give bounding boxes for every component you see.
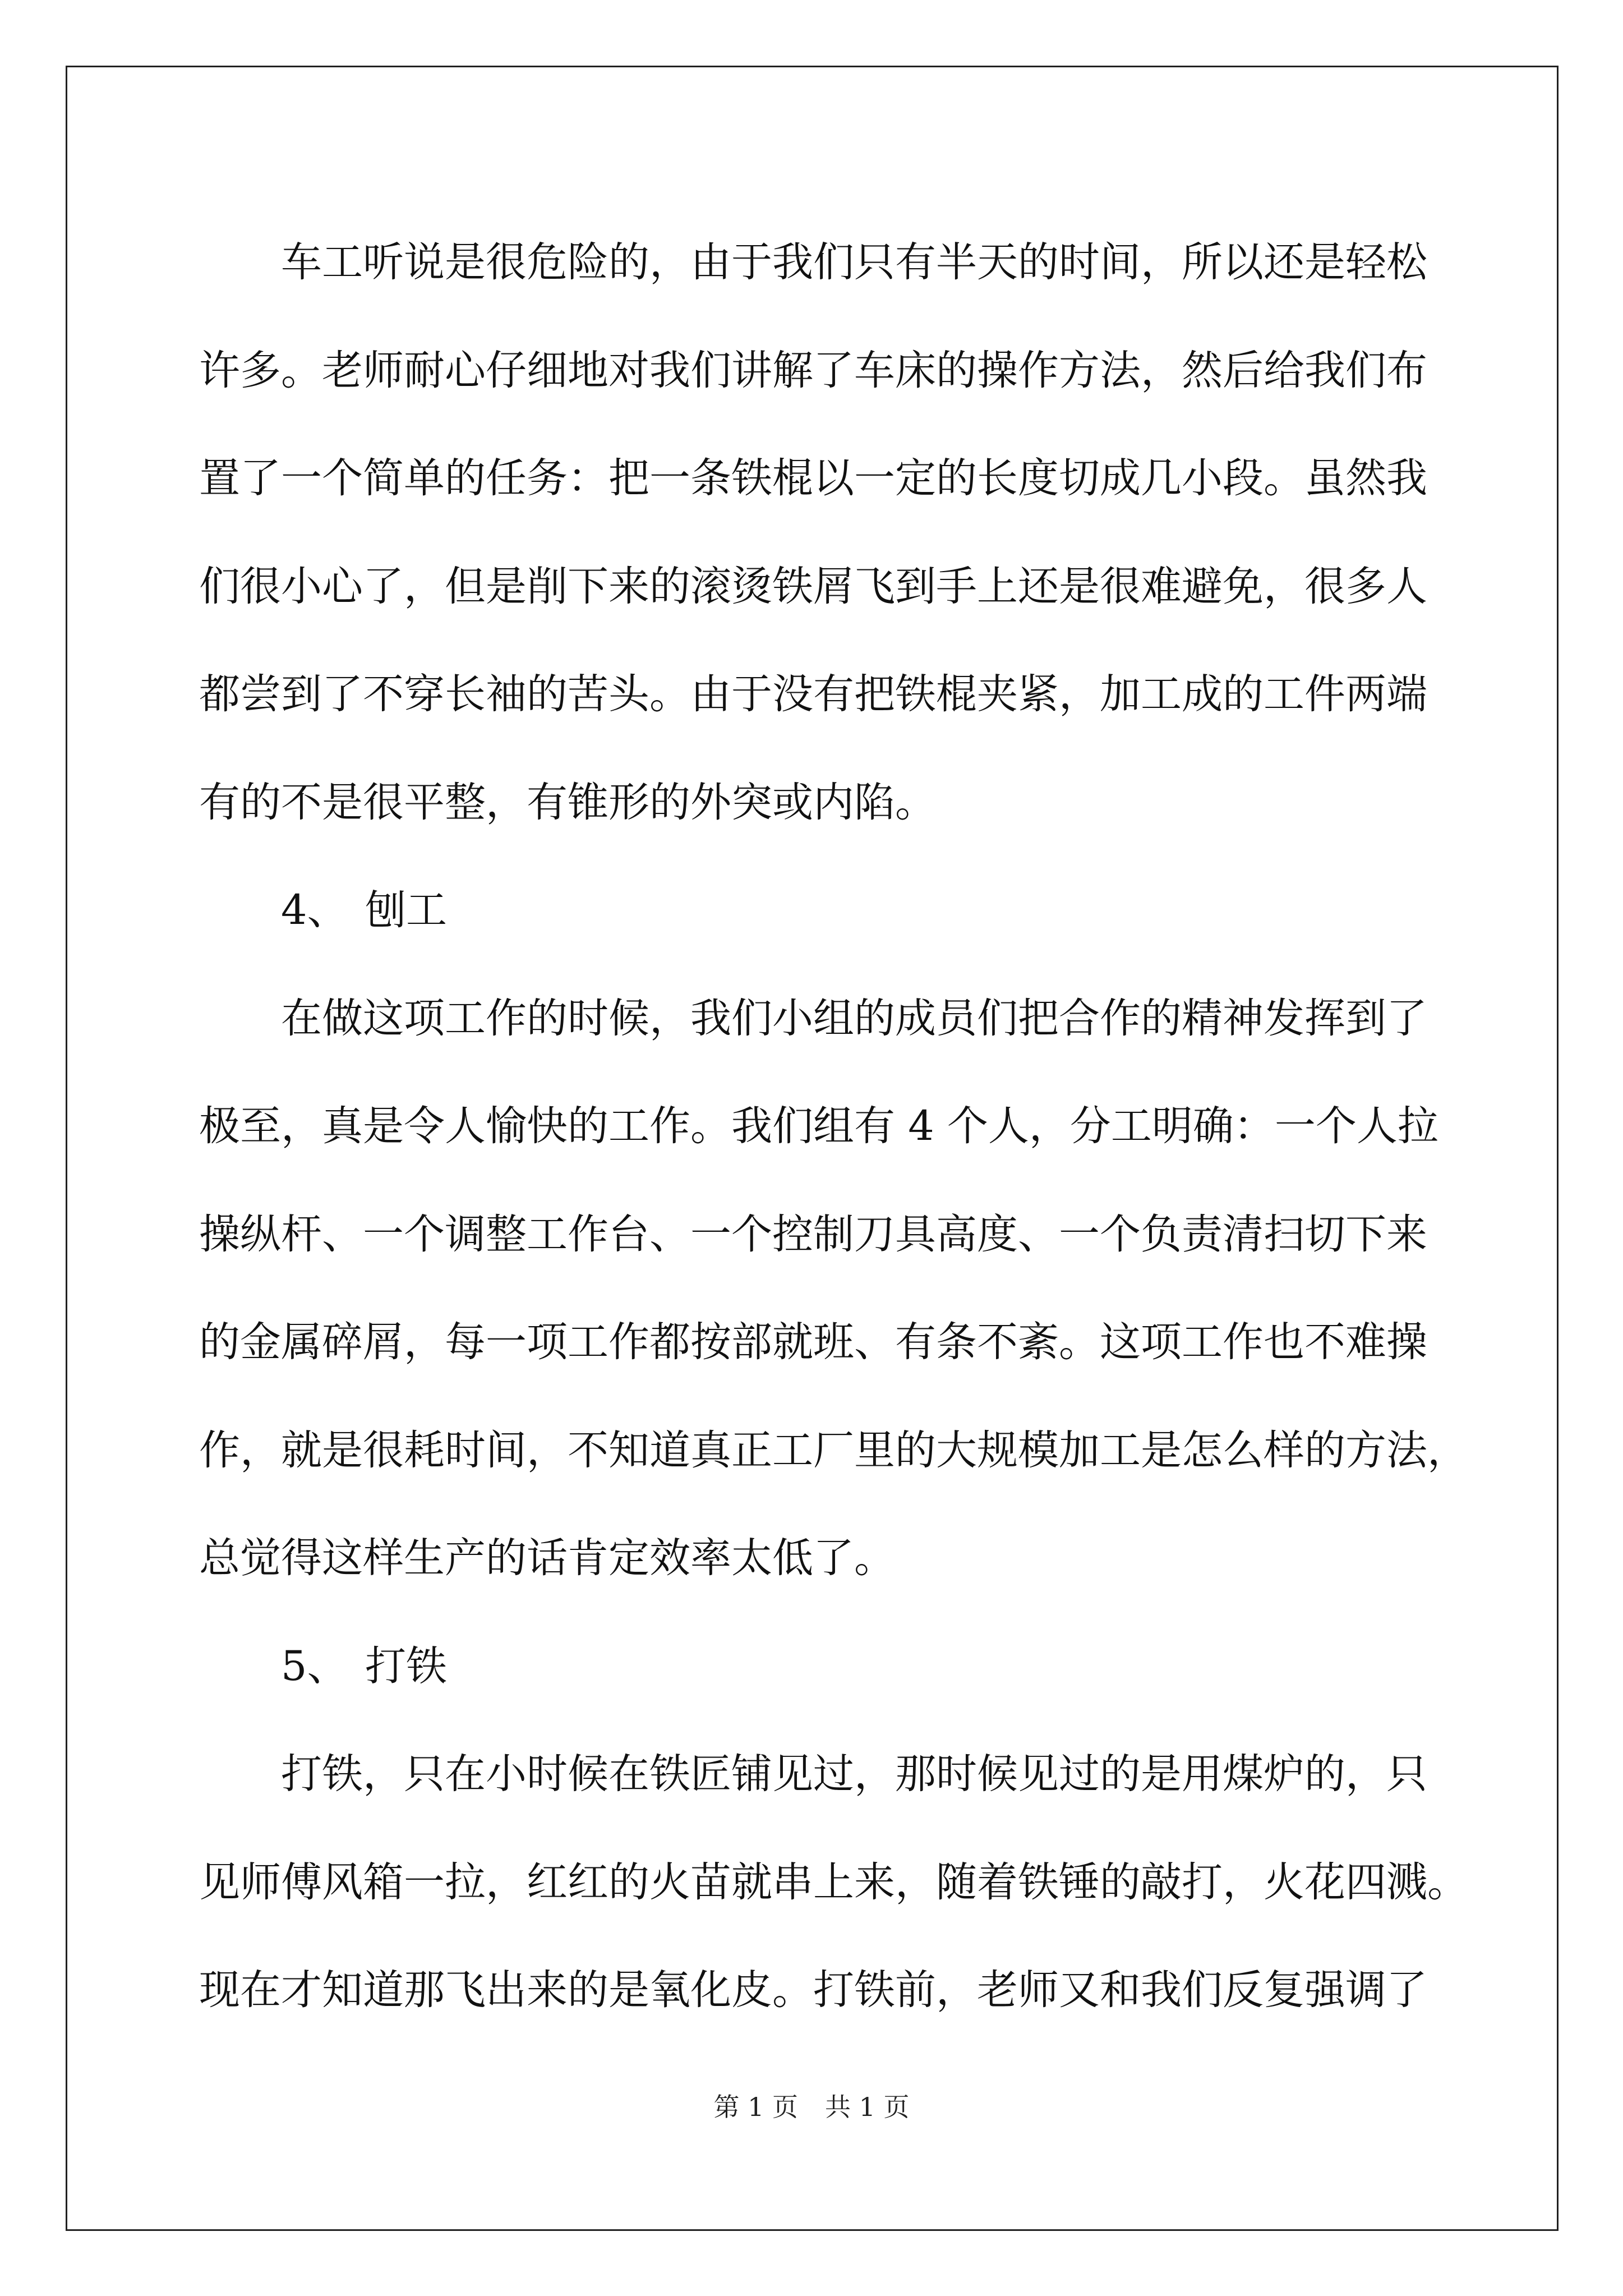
text-line: 车工听说是很危险的，由于我们只有半天的时间，所以还是轻松 — [281, 238, 1427, 286]
text-line: 们很小心了，但是削下来的滚烫铁屑飞到手上还是很难避免，很多人 — [199, 562, 1427, 610]
section-number: 4、 — [281, 886, 348, 934]
text-line: 置了一个简单的任务：把一条铁棍以一定的长度切成几小段。虽然我 — [199, 454, 1427, 502]
text-line: 在做这项工作的时候，我们小组的成员们把合作的精神发挥到了 — [281, 994, 1427, 1042]
section-heading-4 — [199, 857, 1427, 965]
page-number: 第 1 页 — [713, 2092, 798, 2122]
text-line: 极至，真是令人愉快的工作。我们组有 4 个人，分工明确：一个人拉 — [199, 1102, 1438, 1150]
text-line: 见师傅风箱一拉，红红的火苗就串上来，随着铁锤的敲打，火花四溅。 — [199, 1858, 1468, 1906]
text-line: 许多。老师耐心仔细地对我们讲解了车床的操作方法，然后给我们布 — [199, 346, 1427, 394]
document-body — [199, 209, 1468, 2045]
section-title: 刨工 — [365, 886, 447, 934]
text-line: 总觉得这样生产的话肯定效率太低了。 — [199, 1534, 895, 1582]
page-total: 共 1 页 — [825, 2092, 910, 2122]
text-line: 有的不是很平整，有锥形的外突或内陷。 — [199, 778, 936, 826]
section-heading-5 — [199, 1613, 1427, 1721]
section-number: 5、 — [281, 1642, 348, 1690]
text-line: 作，就是很耗时间，不知道真正工厂里的大规模加工是怎么样的方法， — [199, 1426, 1468, 1474]
text-line: 打铁，只在小时候在铁匠铺见过，那时候见过的是用煤炉的，只 — [281, 1750, 1427, 1798]
text-line: 现在才知道那飞出来的是氧化皮。打铁前，老师又和我们反复强调了 — [199, 1966, 1427, 2014]
section-title: 打铁 — [365, 1642, 447, 1690]
page-footer — [0, 2087, 1623, 2124]
text-line: 操纵杆、一个调整工作台、一个控制刀具高度、一个负责清扫切下来 — [199, 1210, 1427, 1258]
text-line: 都尝到了不穿长袖的苦头。由于没有把铁棍夹紧，加工成的工件两端 — [199, 670, 1427, 718]
text-line: 的金属碎屑，每一项工作都按部就班、有条不紊。这项工作也不难操 — [199, 1318, 1427, 1366]
